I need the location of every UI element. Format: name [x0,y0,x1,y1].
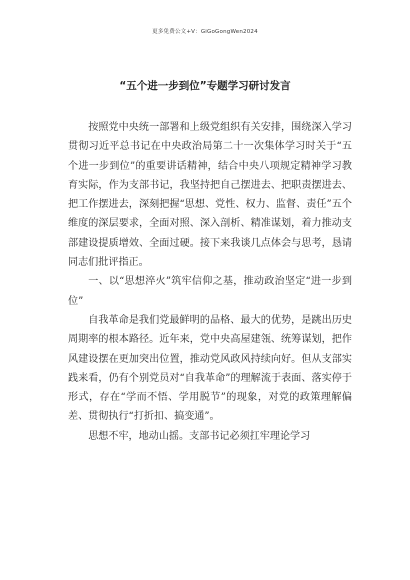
document-body [68,118,352,446]
header-note: 更多免费公文+V：GiGoGongWen2024 [152,29,258,35]
intro-paragraph: 按照党中央统一部署和上级党组织有关安排，围绕深入学习贯彻习近平总书记在中央政治局第二十一次集体学习时关于“五个进一步到位”的重要讲话精神，结合中央八项规定精神学习教育实际，作为支部书记，我坚持把自己摆进去、把职责摆进去、把工作摆进去，深刻把握“思想、党性、权力、监督、责任”五个维度的深层要求，全面对照、深入剖析、精准谋划，着力推动支部建设提质增效、全面过硬。接下来我谈几点体会与思考，恳请同志们批评指正。 [68,122,352,269]
document-title: “五个进一步到位”专题学习研讨发言 [119,80,291,92]
section-heading: 一、以“思想淬火”筑牢信仰之基，推动政治坚定“进一步到位” [68,276,352,307]
body-paragraph: 思想不牢，地动山摇。支部书记必须扛牢理论学习 [88,430,311,442]
body-paragraph: 自我革命是我们党最鲜明的品格、最大的优势，是跳出历史周期率的根本路径。近年来，党中央高屋建瓴、统筹谋划，把作风建设摆在更加突出位置，推动党风政风持续向好。但从支部实践来看，仍有个别党员对“自我革命”的理解流于表面、落实停于形式，存在“学而不悟、学用脱节”的现象，对党的政策理解偏差、贯彻执行“打折扣、搞变通”。 [68,314,352,423]
